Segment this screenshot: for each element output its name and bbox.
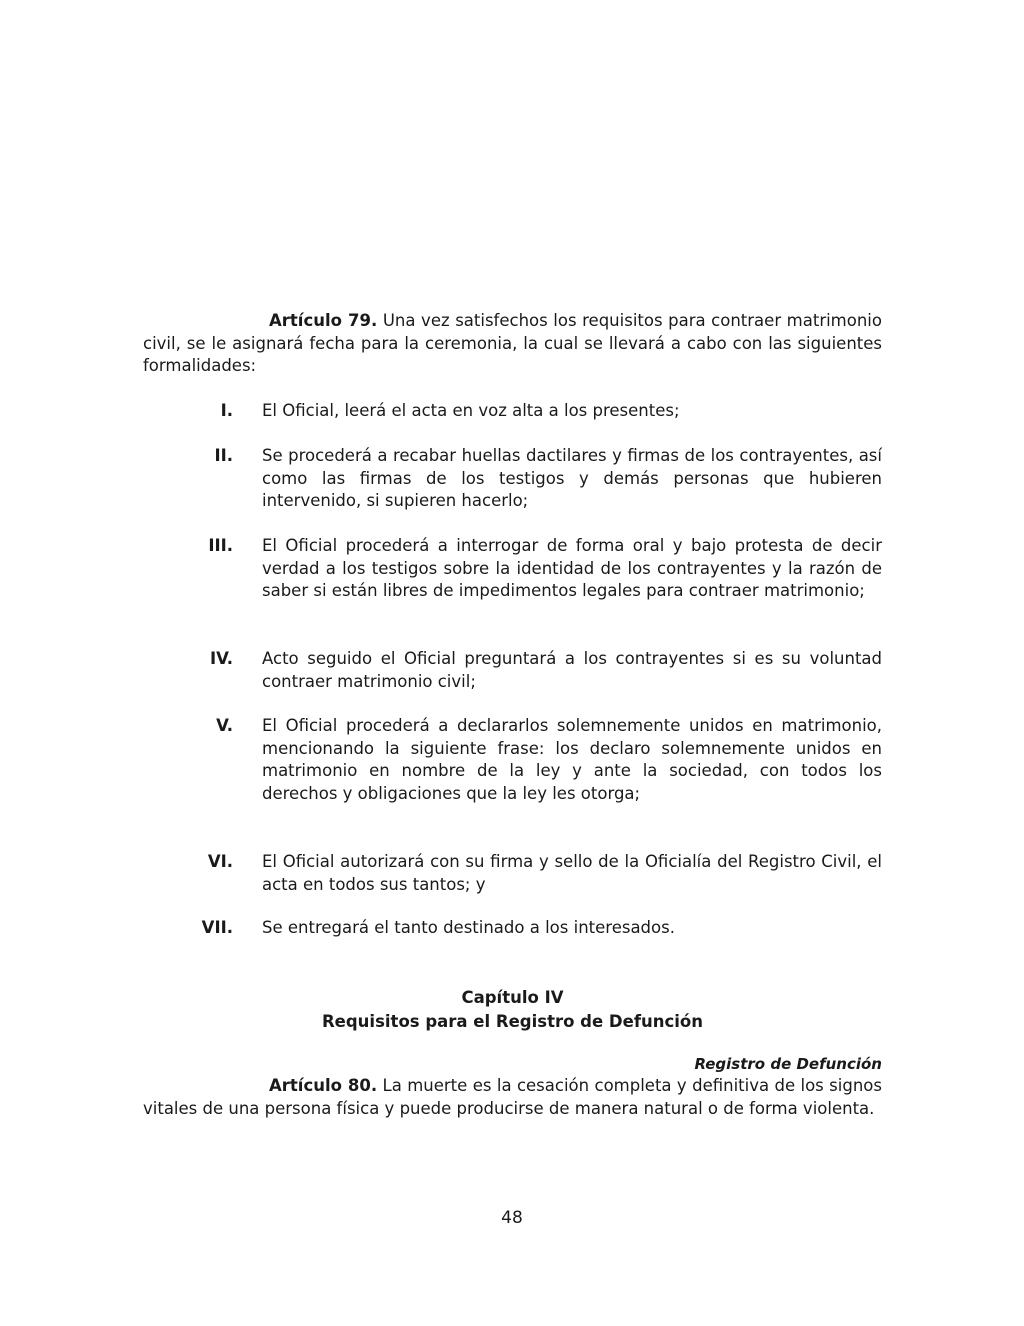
item-number: V. <box>216 716 233 735</box>
item-text: El Oficial procederá a declararlos solemnemente unidos en matrimonio, mencionando la siguiente frase: los declaro solemnemente unidos en matrimonio en nombre de la ley y ante la sociedad, con todos los derechos y obligaciones que la ley les otorga; <box>262 716 882 803</box>
article-80-text: La muerte es la cesación completa y definitiva de los signos vitales de una persona física y puede producirse de manera natural o de forma violenta. <box>143 1076 882 1118</box>
item-text: El Oficial autorizará con su firma y sello de la Oficialía del Registro Civil, el acta en todos sus tantos; y <box>262 852 882 894</box>
page-number: 48 <box>501 1208 523 1228</box>
item-number: VII. <box>201 918 233 937</box>
article-79-text: Una vez satisfechos los requisitos para contraer matrimonio civil, se le asignará fecha para la ceremonia, la cual se llevará a cabo con las siguientes formalidades: <box>143 311 882 375</box>
chapter-subtitle: Requisitos para el Registro de Defunción <box>321 1012 704 1031</box>
item-number: VI. <box>207 852 233 871</box>
article-79-lead: Artículo 79. <box>269 311 378 330</box>
article-80-paragraph <box>143 1075 882 1120</box>
item-text: Se procederá a recabar huellas dactilares y firmas de los contrayentes, así como las firmas de los testigos y demás personas que hubieren intervenido, si supieren hacerlo; <box>262 446 882 510</box>
item-number: III. <box>208 536 233 555</box>
item-text: El Oficial, leerá el acta en voz alta a los presentes; <box>262 401 680 420</box>
side-heading: Registro de Defunción <box>694 1055 882 1073</box>
item-text: Se entregará el tanto destinado a los interesados. <box>262 918 675 937</box>
article-79-paragraph <box>143 310 882 378</box>
item-number: IV. <box>209 649 233 668</box>
item-text: El Oficial procederá a interrogar de forma oral y bajo protesta de decir verdad a los testigos sobre la identidad de los contrayentes y la razón de saber si están libres de impedimentos legales para contraer matrimonio; <box>262 536 882 600</box>
item-number: II. <box>214 446 233 465</box>
chapter-title: Capítulo IV <box>461 988 564 1007</box>
item-number: I. <box>220 401 233 420</box>
item-text: Acto seguido el Oficial preguntará a los contrayentes si es su voluntad contraer matrimonio civil; <box>262 649 882 691</box>
article-80-lead: Artículo 80. <box>269 1076 378 1095</box>
